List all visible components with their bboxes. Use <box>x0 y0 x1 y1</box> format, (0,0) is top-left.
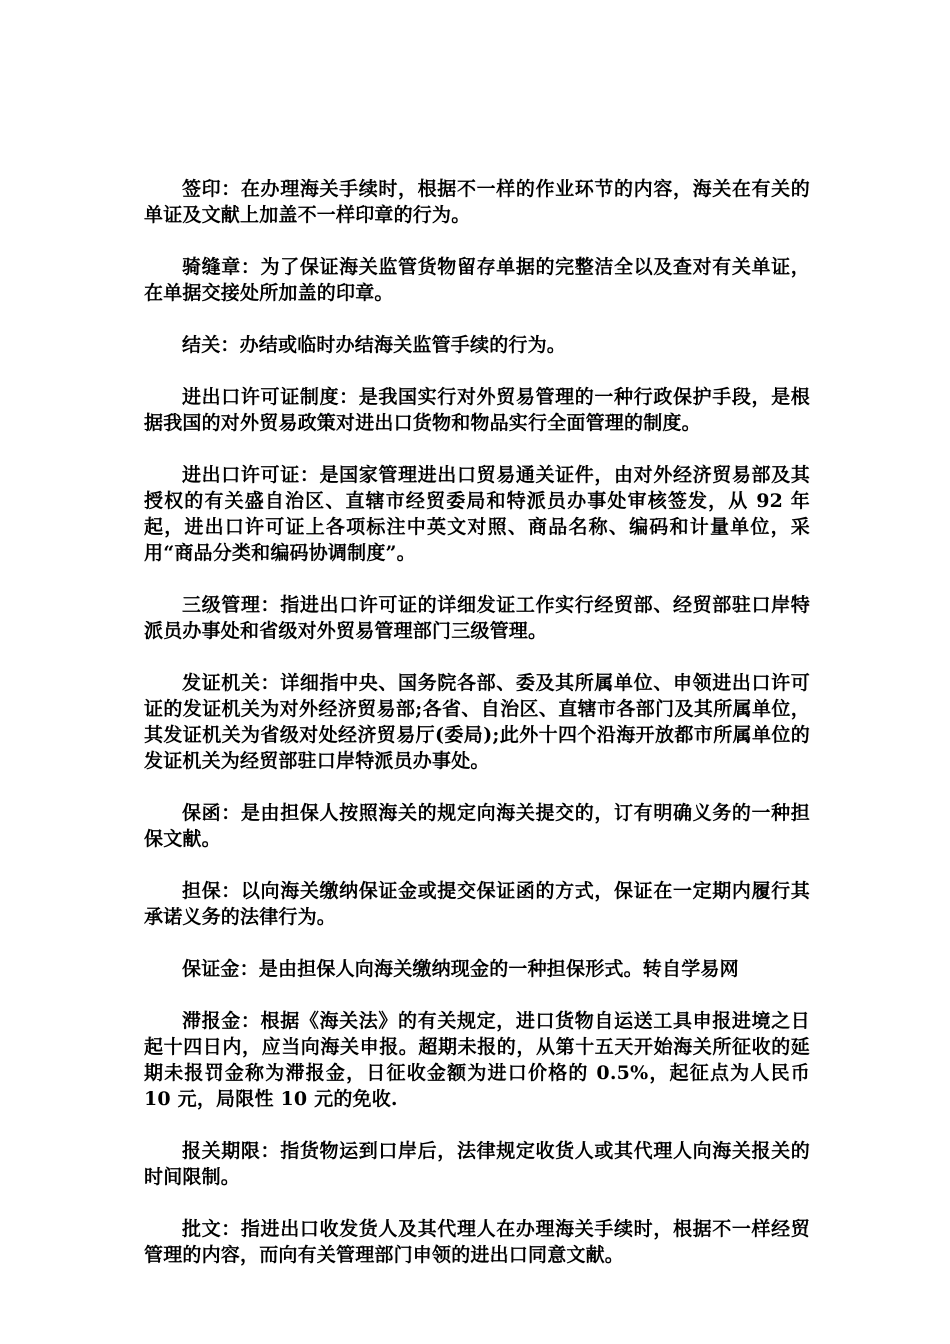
paragraph-qianyin: 签印：在办理海关手续时，根据不一样的作业环节的内容，海关在有关的单证及文献上加盖不一样印章的行为。 <box>144 178 810 226</box>
paragraph-approval-document: 批文：指进出口收发货人及其代理人在办理海关手续时，根据不一样经贸管理的内容，而向有关管理部门申领的进出口同意文献。 <box>144 1218 810 1266</box>
paragraph-declaration-deadline: 报关期限：指货物运到口岸后，法律规定收货人或其代理人向海关报关的时间限制。 <box>144 1140 810 1188</box>
paragraph-qifengzhang: 骑缝章：为了保证海关监管货物留存单据的完整洁全以及查对有关单证，在单据交接处所加盖的印章。 <box>144 256 810 304</box>
paragraph-guarantee: 担保：以向海关缴纳保证金或提交保证函的方式，保证在一定期内履行其承诺义务的法律行为。 <box>144 880 810 928</box>
paragraph-jieguan: 结关：办结或临时办结海关监管手续的行为。 <box>182 334 567 356</box>
paragraph-issuing-authority: 发证机关：详细指中央、国务院各部、委及其所属单位、申领进出口许可证的发证机关为对外经济贸易部;各省、自治区、直辖市各部门及其所属单位，其发证机关为省级对处经济贸易厅(委局);此外十四个沿海开放都市所属单位的发证机关为经贸部驻口岸特派员办事处。 <box>144 672 810 772</box>
paragraph-license: 进出口许可证：是国家管理进出口贸易通关证件，由对外经济贸易部及其授权的有关盛自治区、直辖市经贸委局和特派员办事处审核签发，从 92 年起，进出口许可证上各项标注中英文对照、商品名称、编码和计量单位，采用“商品分类和编码协调制度”。 <box>144 464 810 564</box>
paragraph-late-fee: 滞报金：根据《海关法》的有关规定，进口货物自运送工具申报进境之日起十四日内，应当向海关申报。超期未报的，从第十五天开始海关所征收的延期未报罚金称为滞报金，日征收金额为进口价格的 0.5%，起征点为人民币 10 元，局限性 10 元的免收. <box>144 1010 810 1110</box>
paragraph-three-level-management: 三级管理：指进出口许可证的详细发证工作实行经贸部、经贸部驻口岸特派员办事处和省级对外贸易管理部门三级管理。 <box>144 594 810 642</box>
paragraph-license-system: 进出口许可证制度：是我国实行对外贸易管理的一种行政保护手段，是根据我国的对外贸易政策对进出口货物和物品实行全面管理的制度。 <box>144 386 810 434</box>
paragraph-guarantee-letter: 保函：是由担保人按照海关的规定向海关提交的，订有明确义务的一种担保文献。 <box>144 802 810 850</box>
paragraph-deposit: 保证金：是由担保人向海关缴纳现金的一种担保形式。转自学易网 <box>182 958 739 980</box>
document-body <box>144 176 810 1294</box>
